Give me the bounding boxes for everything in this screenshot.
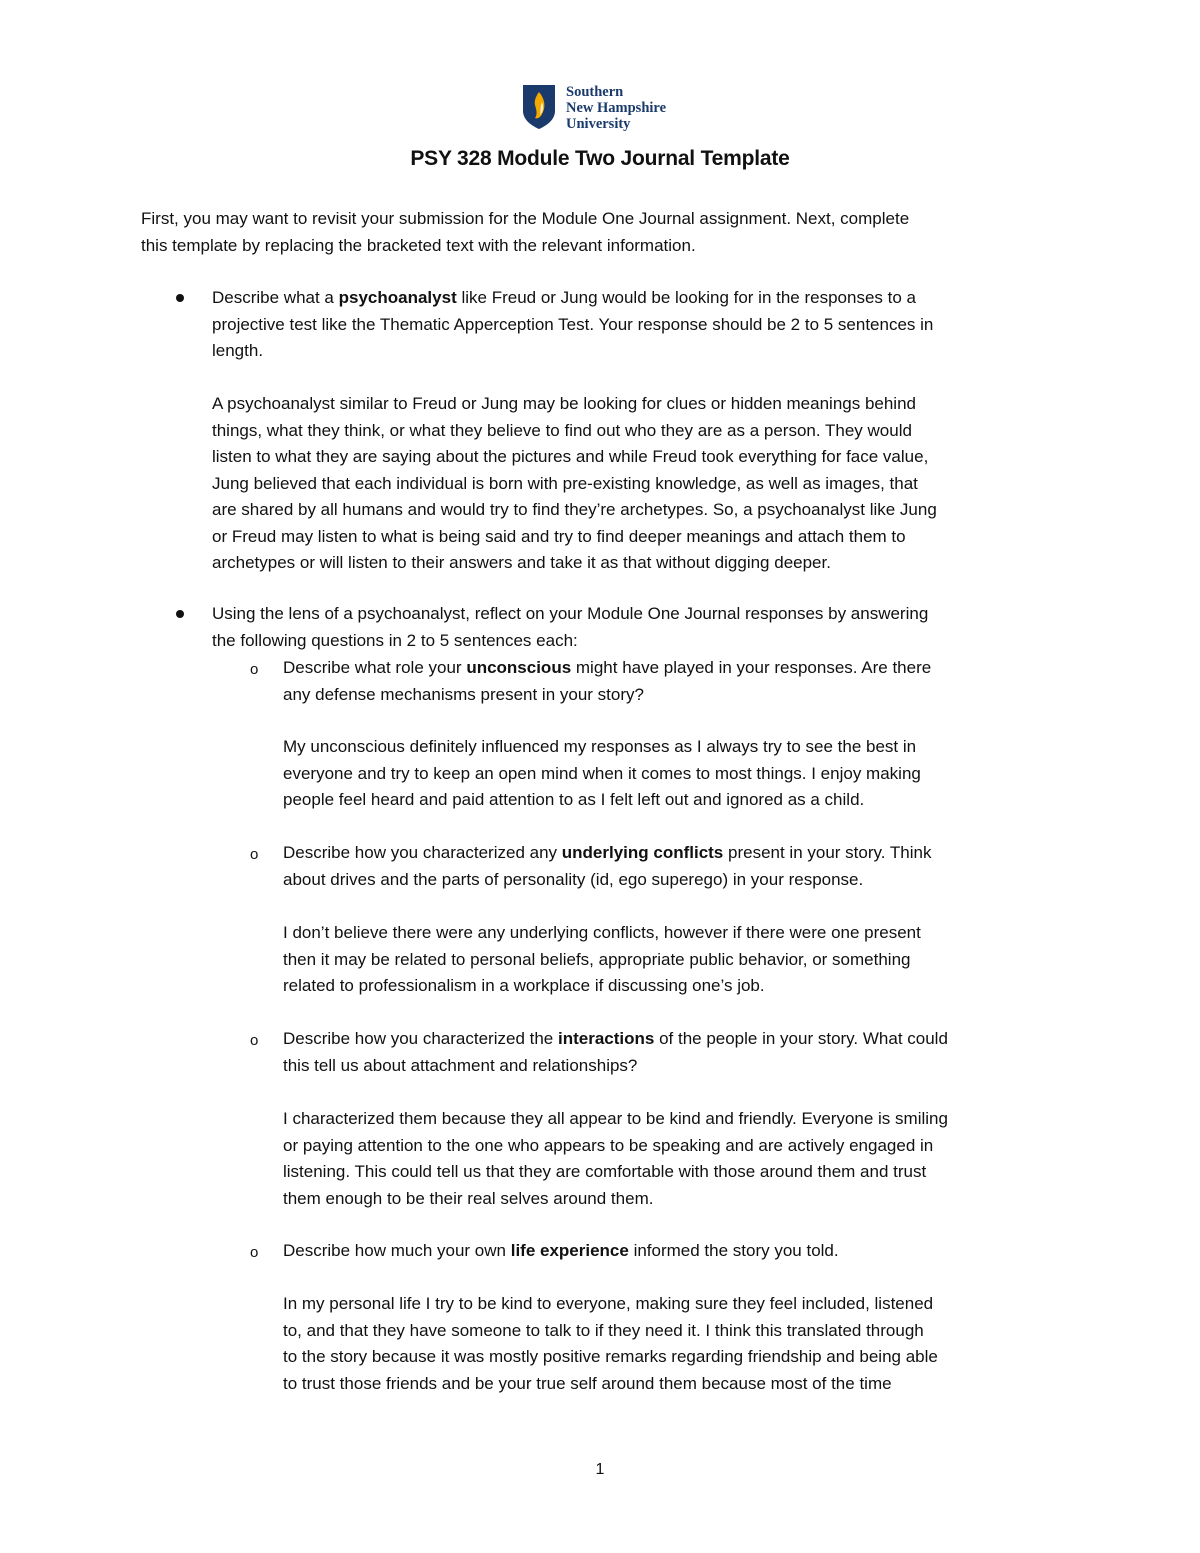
prompt-text: of the people in your story. What could bbox=[654, 1029, 948, 1048]
prompt-text: Describe what role your bbox=[283, 658, 467, 677]
answer-line: to trust those friends and be your true self around them because most of the time bbox=[283, 1373, 892, 1393]
prompt-text: informed the story you told. bbox=[628, 1241, 839, 1260]
prompt-keyword: underlying conflicts bbox=[561, 843, 724, 862]
prompt-keyword: interactions bbox=[557, 1029, 655, 1048]
bullet-icon bbox=[176, 294, 184, 302]
intro-line: this template by replacing the bracketed text with the relevant information. bbox=[141, 235, 696, 255]
sub-question-life-experience bbox=[283, 1238, 839, 1265]
prompt-line: about drives and the parts of personality (id, ego superego) in your response. bbox=[283, 869, 864, 889]
answer-line: to the story because it was mostly positive remarks regarding friendship and being able bbox=[283, 1347, 938, 1366]
sub-answer-life-experience bbox=[283, 1291, 938, 1397]
prompt-line: any defense mechanisms present in your story? bbox=[283, 684, 644, 704]
answer-line: or Freud may listen to what is being said and try to find deeper meanings and attach them to bbox=[212, 526, 906, 546]
answer-line: I don’t believe there were any underlying conflicts, however if there were one present bbox=[283, 923, 921, 942]
logo-wordmark bbox=[566, 84, 666, 132]
answer-line: related to professionalism in a workplace if discussing one’s job. bbox=[283, 976, 765, 995]
prompt-text: might have played in your responses. Are there bbox=[571, 658, 932, 677]
prompt-text: Describe how much your own bbox=[283, 1241, 511, 1260]
sub-question-unconscious bbox=[283, 655, 931, 708]
prompt-keyword: unconscious bbox=[466, 658, 572, 677]
sub-answer-interactions bbox=[283, 1106, 948, 1212]
prompt-text: like Freud or Jung would be looking for in the responses to a bbox=[456, 288, 916, 307]
answer-line: everyone and try to keep an open mind when it comes to most things. I enjoy making bbox=[283, 763, 921, 783]
sub-answer-underlying-conflicts bbox=[283, 920, 921, 1000]
answer-line: Jung believed that each individual is born with pre-existing knowledge, as well as images, that bbox=[212, 473, 918, 493]
logo-line: University bbox=[566, 116, 631, 132]
logo-line: Southern bbox=[566, 84, 624, 100]
document-title: PSY 328 Module Two Journal Template bbox=[410, 147, 790, 170]
answer-line: people feel heard and paid attention to as I felt left out and ignored as a child. bbox=[283, 790, 865, 809]
intro-line: First, you may want to revisit your submission for the Module One Journal assignment. Next, complete bbox=[141, 209, 910, 228]
prompt-text: Describe how you characterized any bbox=[283, 843, 562, 862]
answer-line: to, and that they have someone to talk to if they need it. I think this translated through bbox=[283, 1320, 924, 1340]
logo-line: New Hampshire bbox=[566, 100, 667, 116]
prompt-line: projective test like the Thematic Apperception Test. Your response should be 2 to 5 sentences in bbox=[212, 314, 934, 334]
answer-line: are shared by all humans and would try to find they’re archetypes. So, a psychoanalyst like Jung bbox=[212, 500, 937, 519]
sub-question-underlying-conflicts bbox=[283, 840, 931, 893]
university-logo bbox=[522, 84, 666, 132]
sub-bullet-icon: o bbox=[250, 1244, 259, 1261]
answer-line: In my personal life I try to be kind to everyone, making sure they feel included, listened bbox=[283, 1294, 934, 1313]
bullet-icon bbox=[176, 610, 184, 618]
sub-bullet-icon: o bbox=[250, 1032, 259, 1049]
prompt-text: Describe how you characterized the bbox=[283, 1029, 558, 1048]
answer-line: or paying attention to the one who appears to be speaking and are actively engaged in bbox=[283, 1135, 934, 1155]
sub-bullet-icon: o bbox=[250, 661, 259, 678]
answer-line: listen to what they are saying about the pictures and while Freud took everything for face value, bbox=[212, 447, 929, 466]
question-1-prompt bbox=[212, 285, 933, 365]
prompt-line: length. bbox=[212, 341, 264, 360]
answer-line: My unconscious definitely influenced my responses as I always try to see the best in bbox=[283, 737, 917, 756]
prompt-text: Describe what a bbox=[212, 288, 339, 307]
prompt-keyword: life experience bbox=[510, 1241, 629, 1260]
prompt-text: present in your story. Think bbox=[723, 843, 932, 862]
sub-answer-unconscious bbox=[283, 734, 921, 814]
answer-line: things, what they think, or what they believe to find out who they are as a person. They would bbox=[212, 420, 912, 440]
page-number: 1 bbox=[595, 1461, 605, 1478]
prompt-keyword: psychoanalyst bbox=[338, 288, 457, 307]
prompt-line: Using the lens of a psychoanalyst, reflect on your Module One Journal responses by answering bbox=[212, 604, 929, 623]
question-1-answer bbox=[212, 391, 937, 577]
answer-line: them enough to be their real selves around them. bbox=[283, 1188, 654, 1208]
sub-bullet-icon: o bbox=[250, 846, 259, 863]
intro-paragraph bbox=[141, 206, 909, 259]
answer-line: listening. This could tell us that they are comfortable with those around them and trust bbox=[283, 1162, 927, 1181]
sub-question-interactions bbox=[283, 1026, 948, 1079]
answer-line: I characterized them because they all appear to be kind and friendly. Everyone is smiling bbox=[283, 1109, 948, 1128]
flame-shield-icon bbox=[522, 84, 556, 130]
prompt-line: this tell us about attachment and relationships? bbox=[283, 1055, 638, 1075]
answer-line: then it may be related to personal beliefs, appropriate public behavior, or something bbox=[283, 949, 911, 969]
question-2-prompt bbox=[212, 601, 928, 654]
answer-line: A psychoanalyst similar to Freud or Jung may be looking for clues or hidden meanings behind bbox=[212, 394, 916, 413]
prompt-line: the following questions in 2 to 5 sentences each: bbox=[212, 630, 578, 650]
answer-line: archetypes or will listen to their answers and take it as that without digging deeper. bbox=[212, 553, 831, 572]
